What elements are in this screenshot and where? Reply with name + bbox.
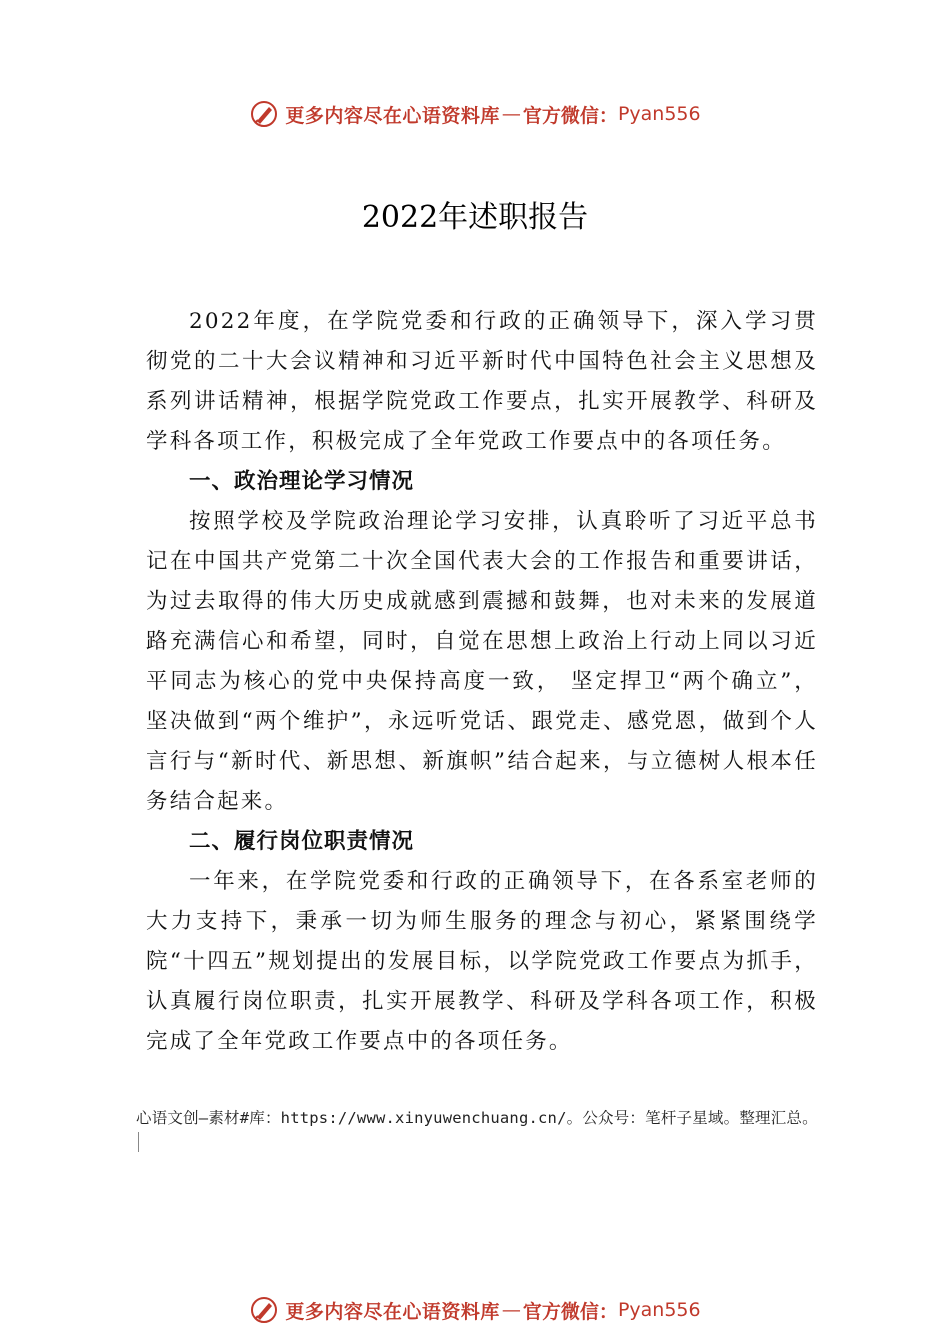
top-banner	[0, 94, 950, 134]
banner-wechat-id: Pyan556	[617, 103, 701, 125]
section1-paragraph: 按照学校及学院政治理论学习安排，认真聆听了习近平总书记在中国共产党第二十次全国代表大会的工作报告和重要讲话，为过去取得的伟大历史成就感到震撼和鼓舞，也对未来的发展道路充满信心和希望，同时，自觉在思想上政治上行动上同以习近平同志为核心的党中央保持高度一致， 坚定捍卫“两个确立”，坚决做到“两个维护”，永远听党话、跟党走、感党恩，做到个人言行与“新时代、新思想、新旗帜”结合起来，与立德树人根本任务结合起来。	[146, 509, 818, 814]
banner-dash: —	[501, 103, 521, 125]
banner-text: 更多内容尽在心语资料库	[285, 104, 500, 127]
banner-wechat-label: 官方微信：	[522, 1300, 618, 1323]
document-title: 2022年述职报告	[361, 200, 589, 235]
section1-heading: 一、政治理论学习情况	[189, 469, 415, 494]
section2-heading: 二、履行岗位职责情况	[189, 829, 415, 854]
document-body	[146, 302, 818, 1062]
banner-wechat-id: Pyan556	[617, 1299, 701, 1321]
section2-paragraph: 一年来，在学院党委和行政的正确领导下，在各系室老师的大力支持下，秉承一切为师生服务的理念与初心，紧紧围绕学院“十四五”规划提出的发展目标，以学院党政工作要点为抓手，认真履行岗位职责，扎实开展教学、科研及学科各项工作，积极完成了全年党政工作要点中的各项任务。	[146, 869, 818, 1054]
text-cursor	[138, 1132, 139, 1152]
pen-logo-icon	[249, 99, 279, 129]
bottom-banner	[0, 1290, 950, 1330]
banner-dash: —	[501, 1299, 521, 1321]
pen-logo-icon	[249, 1295, 279, 1325]
banner-text: 更多内容尽在心语资料库	[285, 1300, 500, 1323]
banner-wechat-label: 官方微信：	[522, 104, 618, 127]
intro-paragraph: 2022年度，在学院党委和行政的正确领导下，深入学习贯彻党的二十大会议精神和习近平新时代中国特色社会主义思想及系列讲话精神，根据学院党政工作要点，扎实开展教学、科研及学科各项工作，积极完成了全年党政工作要点中的各项任务。	[146, 309, 818, 454]
source-note: 心语文创—素材#库：https://www.xinyuwenchuang.cn/。公众号：笔杆子星域。整理汇总。	[136, 1109, 818, 1127]
